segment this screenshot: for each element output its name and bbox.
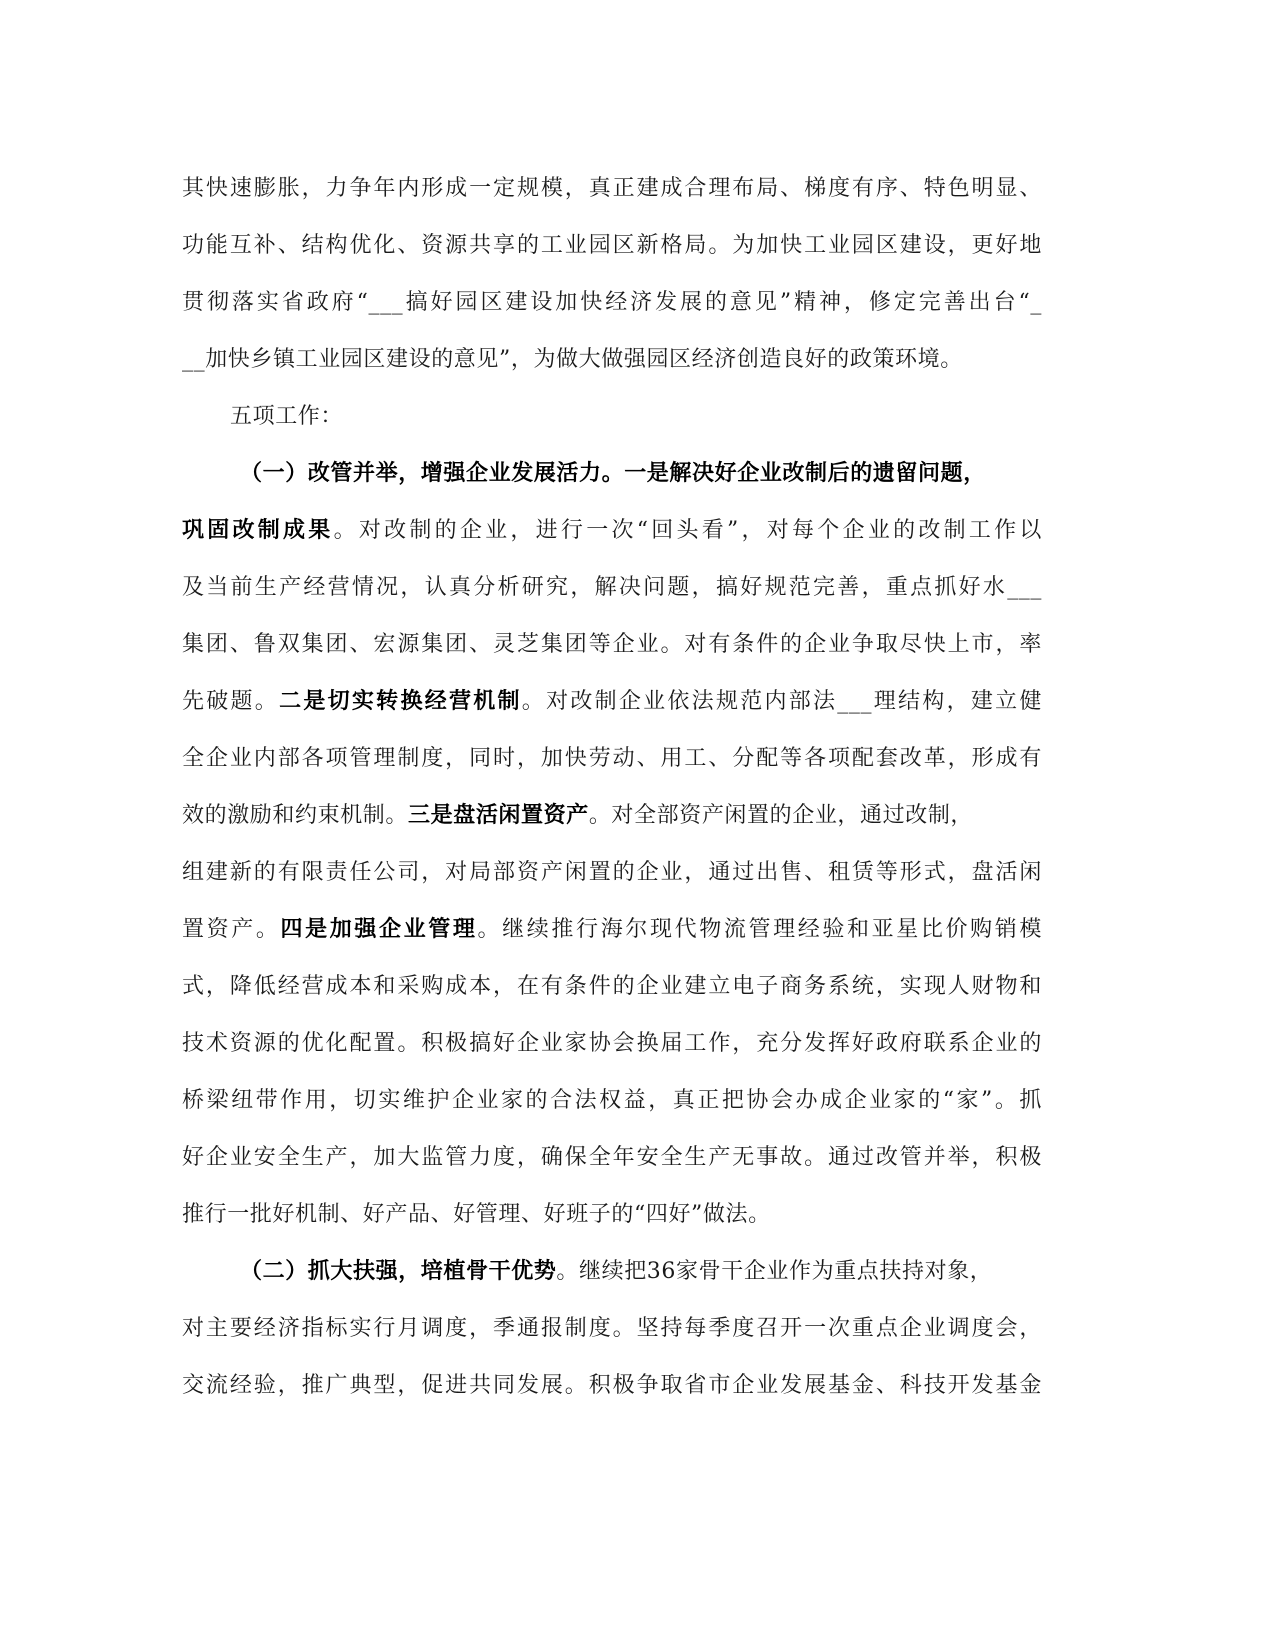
paragraph-line (182, 274, 1042, 331)
text-segment: 桥梁纽带作用，切实维护企业家的合法权益，真正把协会办成企业家的“家”。抓 (182, 1088, 1042, 1113)
text-segment: 及当前生产经营情况，认真分析研究，解决问题，搞好规范完善，重点抓好水___ (182, 575, 1042, 600)
paragraph-line (182, 559, 1042, 616)
paragraph-line (182, 1357, 1042, 1414)
paragraph-line (182, 673, 1042, 730)
bold-heading: 巩固改制成果 (182, 517, 334, 543)
section-intro-line (182, 388, 1042, 445)
paragraph-line (182, 1300, 1042, 1357)
text-segment: 推行一批好机制、好产品、好管理、好班子的“四好”做法。 (182, 1202, 771, 1227)
text-segment: 五项工作： (230, 404, 344, 429)
paragraph-line (182, 502, 1042, 559)
paragraph-line (182, 160, 1042, 217)
text-segment: 。继续推行海尔现代物流管理经验和亚星比价购销模 (477, 917, 1042, 942)
text-segment: 。对改制企业依法规范内部法___理结构，建立健 (521, 689, 1042, 714)
paragraph-line (182, 331, 1042, 388)
document-body (182, 160, 1042, 1414)
text-segment: 组建新的有限责任公司，对局部资产闲置的企业，通过出售、租赁等形式，盘活闲 (182, 860, 1042, 885)
text-segment: __加快乡镇工业园区建设的意见”，为做大做强园区经济创造良好的政策环境。 (182, 347, 963, 372)
paragraph-line (182, 901, 1042, 958)
bold-heading: （一）改管并举，增强企业发展活力。一是解决好企业改制后的遗留问题， (240, 460, 986, 486)
text-segment: 式，降低经营成本和采购成本，在有条件的企业建立电子商务系统，实现人财物和 (182, 974, 1042, 999)
text-segment: 集团、鲁双集团、宏源集团、灵芝集团等企业。对有条件的企业争取尽快上市，率 (182, 632, 1042, 657)
paragraph-line (182, 1186, 1042, 1243)
paragraph-line (182, 958, 1042, 1015)
paragraph-line (182, 1015, 1042, 1072)
text-segment: 。对改制的企业，进行一次“回头看”，对每个企业的改制工作以 (333, 518, 1042, 543)
text-segment: 技术资源的优化配置。积极搞好企业家协会换届工作，充分发挥好政府联系企业的 (182, 1031, 1042, 1056)
text-segment: 。对全部资产闲置的企业，通过改制， (588, 803, 974, 828)
text-segment: 交流经验，推广典型，促进共同发展。积极争取省市企业发展基金、科技开发基金 (182, 1373, 1042, 1398)
text-segment: 先破题。 (182, 689, 280, 714)
paragraph-line (182, 844, 1042, 901)
paragraph-line (182, 787, 1042, 844)
bold-heading: 四是加强企业管理 (280, 916, 478, 942)
text-segment: 效的激励和约束机制。 (182, 803, 409, 828)
paragraph-line (182, 1129, 1042, 1186)
paragraph-line (182, 730, 1042, 787)
text-segment: 全企业内部各项管理制度，同时，加快劳动、用工、分配等各项配套改革，形成有 (182, 746, 1042, 771)
bold-heading: 三是盘活闲置资产 (408, 802, 589, 828)
text-segment: 置资产。 (182, 917, 281, 942)
paragraph-line (182, 1072, 1042, 1129)
paragraph-line (182, 616, 1042, 673)
text-segment: 其快速膨胀，力争年内形成一定规模，真正建成合理布局、梯度有序、特色明显、 (182, 176, 1042, 201)
text-segment: 对主要经济指标实行月调度，季通报制度。坚持每季度召开一次重点企业调度会， (182, 1316, 1042, 1341)
text-segment: 好企业安全生产，加大监管力度，确保全年安全生产无事故。通过改管并举，积极 (182, 1145, 1042, 1170)
paragraph-line (182, 217, 1042, 274)
bold-heading: 二是切实转换经营机制 (279, 688, 522, 714)
text-segment: 功能互补、结构优化、资源共享的工业园区新格局。为加快工业园区建设，更好地 (182, 233, 1042, 258)
section-heading-line (182, 445, 1042, 502)
section-heading-line (182, 1243, 1042, 1300)
text-segment: 。继续把36家骨干企业作为重点扶持对象， (556, 1259, 993, 1284)
bold-heading: （二）抓大扶强，培植骨干优势 (240, 1258, 557, 1284)
text-segment: 贯彻落实省政府“___搞好园区建设加快经济发展的意见”精神，修定完善出台“_ (182, 290, 1042, 315)
